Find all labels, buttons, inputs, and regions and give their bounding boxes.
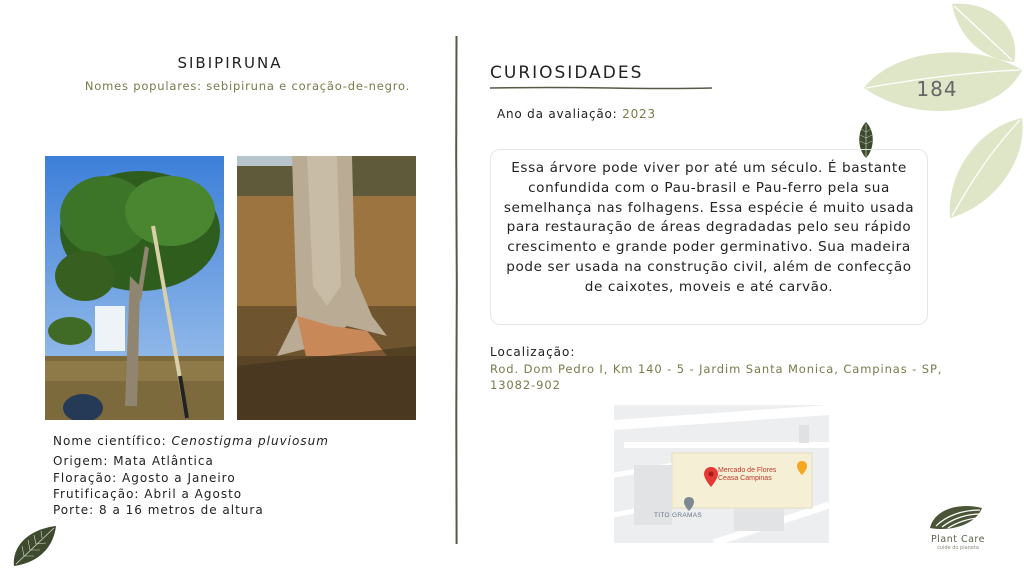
- scientific-label: Nome científico:: [53, 434, 172, 448]
- scientific-value: Cenostigma pluviosum: [171, 434, 329, 448]
- flowering: Floração: Agosto a Janeiro: [53, 471, 236, 485]
- popular-names: Nomes populares: sebipiruna e coração-de-negro.: [84, 79, 411, 93]
- tree-photo: [45, 156, 224, 420]
- leaf-decoration-icon: [10, 522, 60, 568]
- brand-tagline: cuide do planeta: [937, 545, 979, 551]
- curiosities-title: CURIOSIDADES: [490, 63, 644, 83]
- fruiting: Frutificação: Abril a Agosto: [53, 487, 243, 501]
- street-pin-icon[interactable]: [684, 497, 694, 511]
- map-pin-icon[interactable]: [704, 467, 718, 487]
- brand-name: Plant Care: [931, 534, 985, 545]
- title-underline: [490, 84, 712, 92]
- column-divider: [455, 36, 458, 544]
- map-place-line2: Ceasa Campinas: [718, 475, 772, 482]
- page-number: 184: [916, 77, 958, 101]
- scientific-name: [53, 434, 329, 448]
- location-label: Localização:: [490, 345, 576, 359]
- shop-pin-icon[interactable]: [797, 461, 807, 475]
- curiosity-text: Essa árvore pode viver por até um século. É bastante confundida com o Pau-brasil e Pau-ferro pela sua semelhança nas folhagens. Essa espécie é muito usada para restauração de áreas degradadas pelo seu rápido crescimento e grande poder germinativo. Sua madeira pode ser usada na construção civil, além de confecção de caixotes, moveis e até carvão.: [490, 149, 928, 325]
- trunk-photo: [237, 156, 416, 420]
- evaluation-year: [497, 107, 656, 121]
- origin: Origem: Mata Atlântica: [53, 454, 214, 468]
- map-street-label: TITO GRAMAS: [654, 512, 702, 519]
- map-place-label: [718, 467, 776, 483]
- year-value: 2023: [622, 107, 656, 121]
- map-place-line1: Mercado de Flores: [718, 467, 777, 474]
- size: Porte: 8 a 16 metros de altura: [53, 503, 264, 517]
- leaves-decoration-icon: [862, 0, 1024, 222]
- plant-title: SIBIPIRUNA: [177, 54, 283, 72]
- year-label: Ano da avaliação:: [497, 107, 623, 121]
- location-map[interactable]: [614, 405, 829, 543]
- location-address: Rod. Dom Pedro I, Km 140 - 5 - Jardim Santa Monica, Campinas - SP, 13082-902: [490, 362, 943, 392]
- brand-logo-icon: [928, 502, 984, 532]
